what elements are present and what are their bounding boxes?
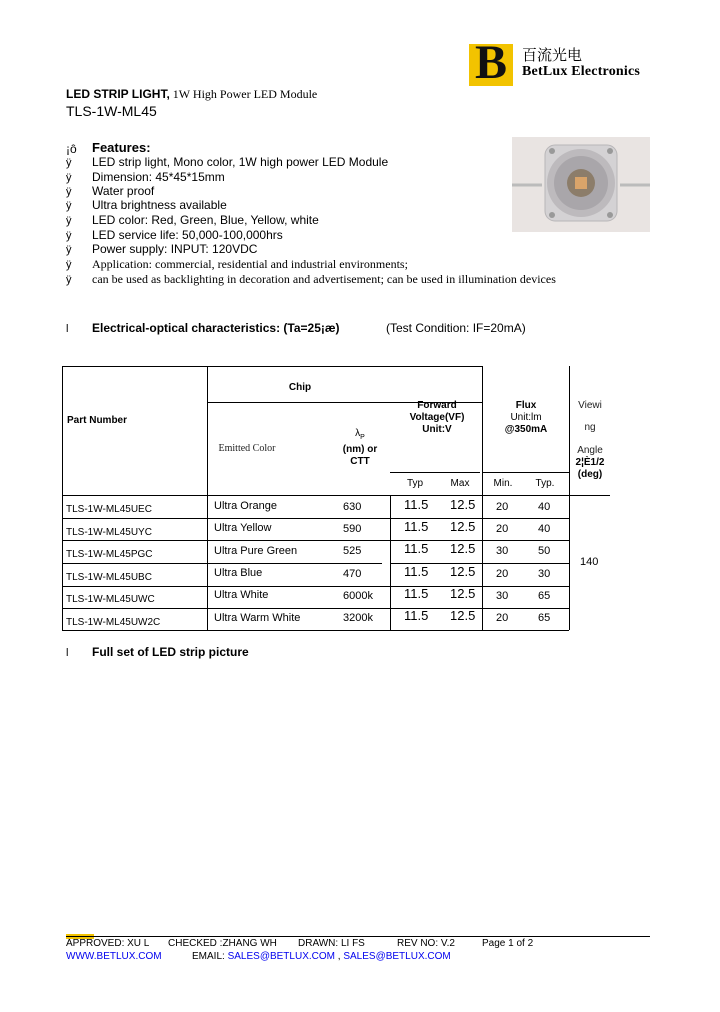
footer-email-separator: , bbox=[334, 951, 344, 962]
product-title bbox=[66, 87, 317, 102]
cell-wavelength: 630 bbox=[343, 501, 362, 513]
table-rule bbox=[483, 472, 569, 473]
header-flux-min: Min. bbox=[493, 478, 513, 489]
bullet-icon: ÿ bbox=[66, 230, 72, 242]
table-rule bbox=[62, 586, 569, 587]
cell-flux-typ: 65 bbox=[538, 590, 551, 602]
logo-letter: B bbox=[474, 36, 507, 89]
footer-email bbox=[192, 951, 451, 962]
footer-email-label: EMAIL: bbox=[192, 951, 228, 962]
bullet-icon: ÿ bbox=[66, 215, 72, 227]
header-chip: Chip bbox=[288, 382, 312, 393]
header-vf-max: Max bbox=[450, 478, 470, 489]
led-module-illustration bbox=[512, 137, 650, 232]
table-rule bbox=[569, 366, 570, 630]
cell-color: Ultra Blue bbox=[214, 567, 263, 579]
lambda-subscript: P bbox=[360, 434, 365, 441]
header-wavelength: (nm) or bbox=[342, 444, 378, 455]
header-voltage-unit: Unit:V bbox=[422, 424, 452, 435]
cell-flux-typ: 50 bbox=[538, 545, 551, 557]
product-title-bold: LED STRIP LIGHT, bbox=[66, 87, 170, 101]
header-emitted-color: Emitted Color bbox=[218, 443, 276, 454]
cell-vf-max: 12.5 bbox=[450, 608, 476, 623]
cell-flux-min: 30 bbox=[496, 590, 509, 602]
header-flux-current: @350mA bbox=[504, 424, 548, 435]
feature-item: Application: commercial, residential and industrial environments; bbox=[92, 257, 408, 271]
feature-item: Dimension: 45*45*15mm bbox=[92, 170, 225, 184]
table-rule bbox=[62, 366, 63, 630]
cell-vf-max: 12.5 bbox=[450, 541, 476, 556]
cell-flux-typ: 65 bbox=[538, 612, 551, 624]
electrical-section-title: Electrical-optical characteristics: (Ta=25¡æ) bbox=[92, 321, 340, 335]
cell-viewing-angle: 140 bbox=[580, 556, 599, 568]
table-rule bbox=[62, 608, 569, 609]
table-rule bbox=[62, 540, 569, 541]
cell-vf-max: 12.5 bbox=[450, 519, 476, 534]
cell-vf-typ: 11.5 bbox=[404, 608, 429, 623]
cell-flux-min: 20 bbox=[496, 501, 509, 513]
header-vf-typ: Typ bbox=[406, 478, 424, 489]
section-marker: l bbox=[66, 647, 69, 659]
cell-flux-min: 20 bbox=[496, 523, 509, 535]
cell-vf-max: 12.5 bbox=[450, 586, 476, 601]
bullet-icon: ÿ bbox=[66, 244, 72, 256]
feature-item: Ultra brightness available bbox=[92, 198, 227, 212]
cell-flux-typ: 30 bbox=[538, 568, 551, 580]
bullet-icon: ÿ bbox=[66, 200, 72, 212]
header-angle-unit: (deg) bbox=[577, 469, 603, 480]
footer-revision: REV NO: V.2 bbox=[397, 938, 455, 949]
header-flux-typ: Typ. bbox=[535, 478, 555, 489]
cell-part: TLS-1W-ML45PGC bbox=[66, 549, 153, 560]
cell-vf-max: 12.5 bbox=[450, 564, 476, 579]
picture-section-title: Full set of LED strip picture bbox=[92, 645, 249, 659]
feature-item: LED service life: 50,000-100,000hrs bbox=[92, 228, 283, 242]
cell-vf-max: 12.5 bbox=[450, 497, 476, 512]
table-rule bbox=[390, 472, 480, 473]
cell-color: Ultra Warm White bbox=[214, 612, 301, 624]
header-forward: Forward bbox=[417, 400, 457, 411]
features-marker: ¡ô bbox=[66, 142, 77, 156]
header-viewing: Viewi bbox=[578, 400, 602, 411]
cell-vf-typ: 11.5 bbox=[404, 497, 429, 512]
footer-checked: CHECKED :ZHANG WH bbox=[168, 938, 277, 949]
header-lambda bbox=[330, 428, 390, 444]
product-photo bbox=[512, 137, 650, 232]
feature-item: Water proof bbox=[92, 184, 155, 198]
cell-color: Ultra White bbox=[214, 589, 269, 601]
company-name: BetLux Electronics bbox=[522, 64, 641, 79]
feature-item: can be used as backlighting in decoration and advertisement; can be used in illumination devices bbox=[92, 272, 556, 286]
logo-chinese-name: 百流光电 bbox=[522, 46, 583, 64]
table-rule bbox=[390, 496, 391, 630]
section-marker: l bbox=[66, 323, 69, 335]
cell-color: Ultra Yellow bbox=[214, 522, 272, 534]
cell-part: TLS-1W-ML45UWC bbox=[66, 594, 155, 605]
cell-vf-typ: 11.5 bbox=[404, 541, 429, 556]
feature-item: Power supply: INPUT: 120VDC bbox=[92, 242, 258, 256]
cell-color: Ultra Pure Green bbox=[214, 545, 298, 557]
cell-flux-min: 30 bbox=[496, 545, 509, 557]
header-part-number: Part Number bbox=[66, 415, 127, 426]
table-rule bbox=[62, 366, 482, 367]
table-rule bbox=[62, 518, 569, 519]
cell-vf-typ: 11.5 bbox=[404, 564, 429, 579]
table-rule bbox=[62, 563, 382, 564]
features-title: Features: bbox=[92, 140, 151, 155]
bullet-icon: ÿ bbox=[66, 157, 72, 169]
cell-part: TLS-1W-ML45UEC bbox=[66, 504, 152, 515]
cell-part: TLS-1W-ML45UW2C bbox=[66, 617, 161, 628]
footer-email-link-1[interactable]: SALES@BETLUX.COM bbox=[227, 951, 335, 962]
cell-part: TLS-1W-ML45UYC bbox=[66, 527, 152, 538]
bullet-icon: ÿ bbox=[66, 172, 72, 184]
table-rule bbox=[62, 495, 610, 496]
cell-flux-typ: 40 bbox=[538, 523, 551, 535]
bullet-icon: ÿ bbox=[66, 186, 72, 198]
cell-wavelength: 525 bbox=[343, 545, 362, 557]
lambda-symbol: λ bbox=[355, 428, 361, 439]
cell-flux-typ: 40 bbox=[538, 501, 551, 513]
header-angle: Angle bbox=[577, 445, 603, 456]
footer-drawn: DRAWN: LI FS bbox=[298, 938, 365, 949]
footer-website-link[interactable]: WWW.BETLUX.COM bbox=[66, 951, 162, 962]
cell-wavelength: 470 bbox=[343, 568, 362, 580]
bullet-icon: ÿ bbox=[66, 259, 72, 271]
cell-flux-min: 20 bbox=[496, 612, 509, 624]
bullet-icon: ÿ bbox=[66, 274, 72, 286]
header-flux: Flux bbox=[515, 400, 537, 411]
cell-vf-typ: 11.5 bbox=[404, 519, 429, 534]
cell-wavelength: 590 bbox=[343, 523, 362, 535]
feature-item: LED color: Red, Green, Blue, Yellow, white bbox=[92, 213, 319, 227]
header-angle-symbol: 2¦È1/2 bbox=[575, 457, 605, 468]
product-title-desc: 1W High Power LED Module bbox=[169, 87, 318, 101]
table-rule bbox=[207, 366, 208, 630]
header-voltage: Voltage(VF) bbox=[409, 412, 465, 423]
cell-vf-typ: 11.5 bbox=[404, 586, 429, 601]
table-rule bbox=[62, 630, 569, 631]
footer-approved: APPROVED: XU L bbox=[66, 938, 150, 949]
footer-page: Page 1 of 2 bbox=[482, 938, 534, 949]
cell-wavelength: 3200k bbox=[343, 612, 373, 624]
cell-part: TLS-1W-ML45UBC bbox=[66, 572, 152, 583]
cell-wavelength: 6000k bbox=[343, 590, 373, 602]
header-wavelength-ctt: CTT bbox=[350, 456, 370, 467]
feature-item: LED strip light, Mono color, 1W high power LED Module bbox=[92, 155, 389, 169]
header-flux-unit: Unit:lm bbox=[510, 412, 542, 423]
model-number: TLS-1W-ML45 bbox=[66, 103, 157, 119]
footer-email-link-2[interactable]: SALES@BETLUX.COM bbox=[343, 951, 451, 962]
test-condition-note: (Test Condition: IF=20mA) bbox=[386, 321, 526, 335]
cell-flux-min: 20 bbox=[496, 568, 509, 580]
cell-color: Ultra Orange bbox=[214, 500, 277, 512]
header-viewing-ng: ng bbox=[584, 422, 596, 433]
footer-rule bbox=[66, 936, 650, 937]
